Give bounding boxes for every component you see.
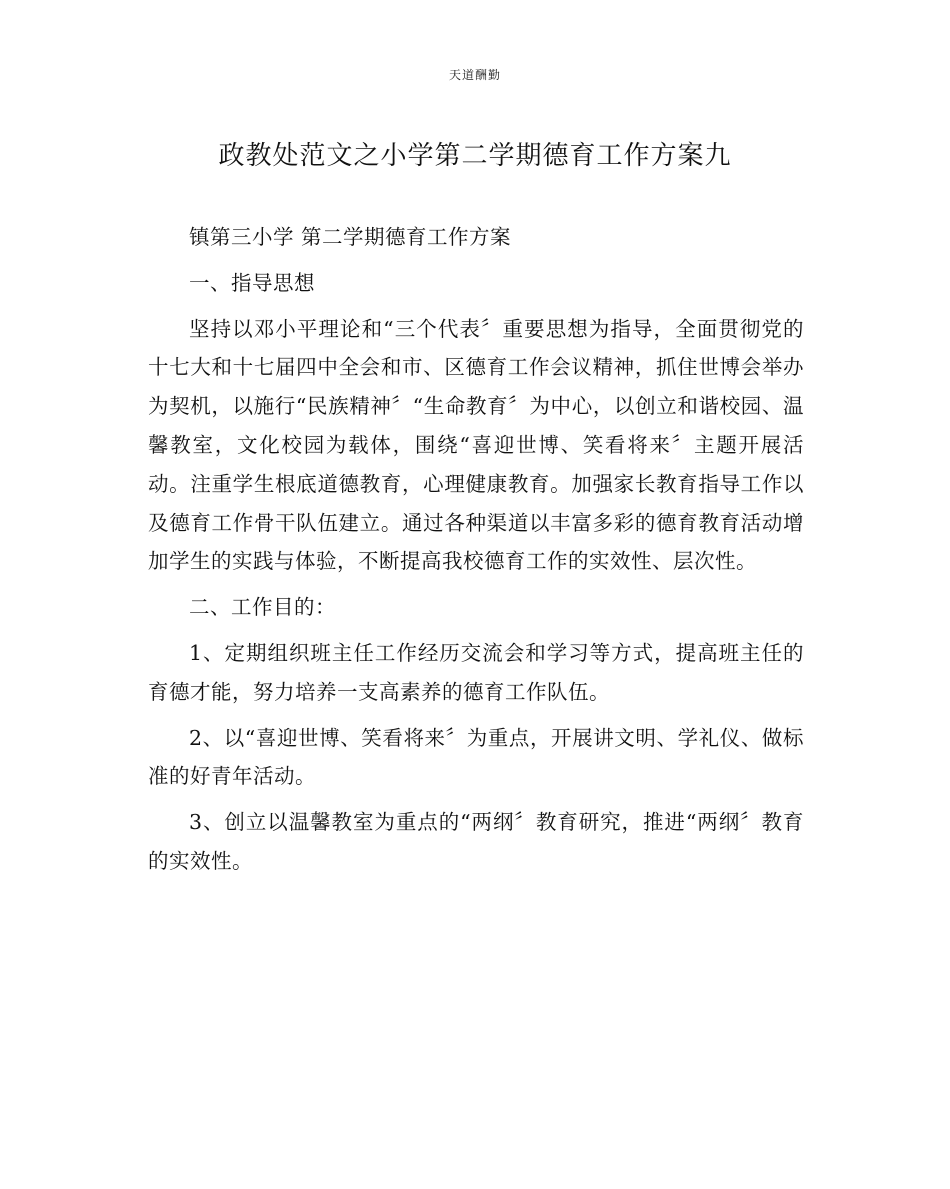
page-title: 政教处范文之小学第二学期德育工作方案九: [218, 141, 732, 171]
document-body: [148, 218, 804, 881]
paragraph-goal-3: 3、创立以温馨教室为重点的“两纲〞教育研究，推进“两纲〞教育的实效性。: [148, 810, 804, 873]
paragraph-guiding-thought: 坚持以邓小平理论和“三个代表〞重要思想为指导，全面贯彻党的十七大和十七届四中全会和市、区德育工作会议精神，抓住世博会举办为契机，以施行“民族精神〞“生命教育〞为中心，以创立和谐校园、温馨教室，文化校园为载体，围绕“喜迎世博、笑看将来〞主题开展活动。注重学生根底道德教育，心理健康教育。加强家长教育指导工作以及德育工作骨干队伍建立。通过各种渠道以丰富多彩的德育教育活动增加学生的实践与体验，不断提高我校德育工作的实效性、层次性。: [148, 316, 804, 574]
paragraph-goal-2: 2、以“喜迎世博、笑看将来〞为重点，开展讲文明、学礼仪、做标准的好青年活动。: [148, 725, 804, 789]
paragraph-section-work-goals: 二、工作目的：: [189, 595, 336, 620]
page-header: 天道酬勤: [448, 68, 501, 82]
paragraph-goal-1: 1、定期组织班主任工作经历交流会和学习等方式，提高班主任的育德才能，努力培养一支高素养的德育工作队伍。: [148, 640, 804, 704]
paragraph-school-plan: 镇第三小学 第二学期德育工作方案: [189, 225, 512, 249]
paragraph-section-guiding-thought: 一、指导思想: [189, 270, 315, 295]
